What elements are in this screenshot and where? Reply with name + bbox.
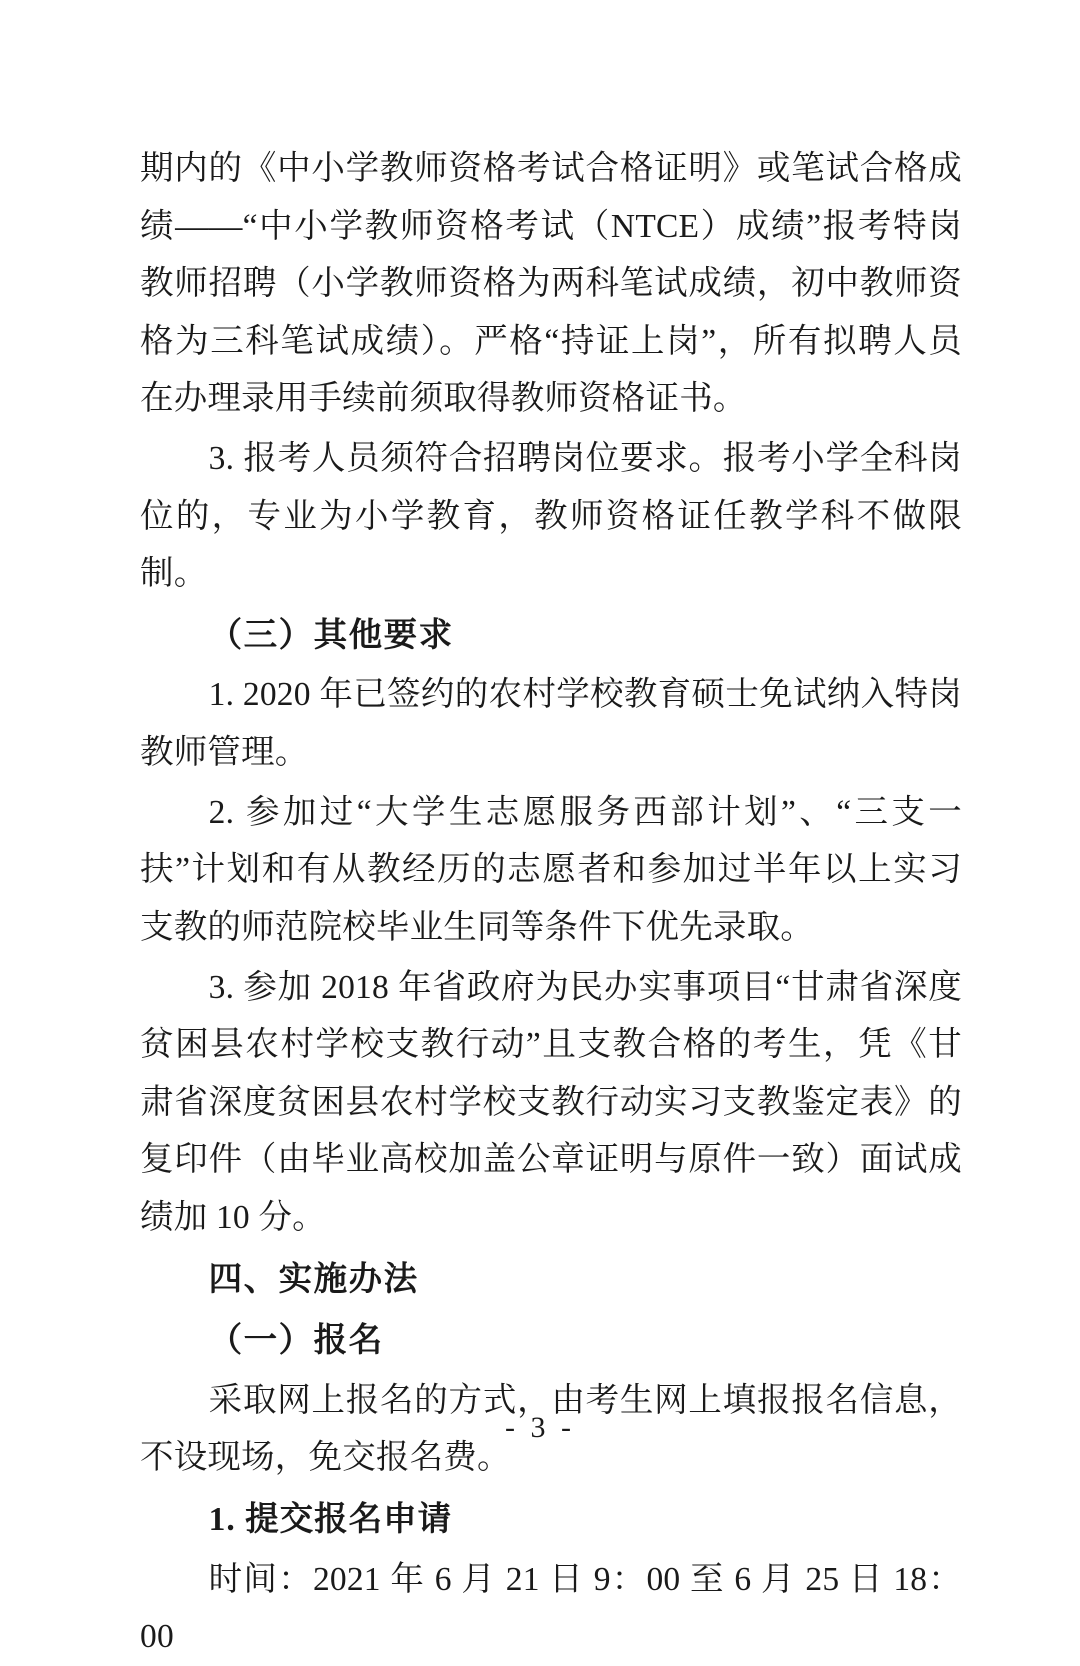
paragraph-online-registration: 采取网上报名的方式，由考生网上填报报名信息，不设现场，免交报名费。 (140, 1381, 962, 1477)
section-heading-implementation: 四、实施办法 (208, 1260, 419, 1298)
paragraph-item-3-requirements: 3. 报考人员须符合招聘岗位要求。报考小学全科岗位的，专业为小学教育，教师资格证任教学科不做限制。 (140, 440, 962, 593)
section-heading-other-requirements: （三）其他要求 (208, 616, 454, 654)
paragraph-continuation: 期内的《中小学教师资格考试合格证明》或笔试合格成绩——“中小学教师资格考试（NTCE）成绩”报考特岗教师招聘（小学教师资格为两科笔试成绩，初中教师资格为三科笔试成绩）。严格“持证上岗”，所有拟聘人员在办理录用手续前须取得教师资格证书。 (140, 150, 962, 418)
paragraph-item-3-teaching-support: 3. 参加 2018 年省政府为民办实事项目“甘肃省深度贫困县农村学校支教行动”且支教合格的考生，凭《甘肃省深度贫困县农村学校支教行动实习支教鉴定表》的复印件（由毕业高校加盖公章证明与原件一致）面试成绩加 10 分。 (140, 968, 962, 1236)
paragraph-application-time: 时间：2021 年 6 月 21 日 9：00 至 6 月 25 日 18：00 (140, 1560, 962, 1656)
section-heading-registration: （一）报名 (208, 1322, 384, 1360)
paragraph-item-1-master: 1. 2020 年已签约的农村学校教育硕士免试纳入特岗教师管理。 (140, 676, 962, 772)
subsection-heading-submit-application: 1. 提交报名申请 (208, 1501, 453, 1539)
page-number: - 3 - (505, 1411, 575, 1444)
paragraph-item-2-volunteer: 2. 参加过“大学生志愿服务西部计划”、“三支一扶”计划和有从教经历的志愿者和参加过半年以上实习支教的师范院校毕业生同等条件下优先录取。 (140, 793, 962, 946)
